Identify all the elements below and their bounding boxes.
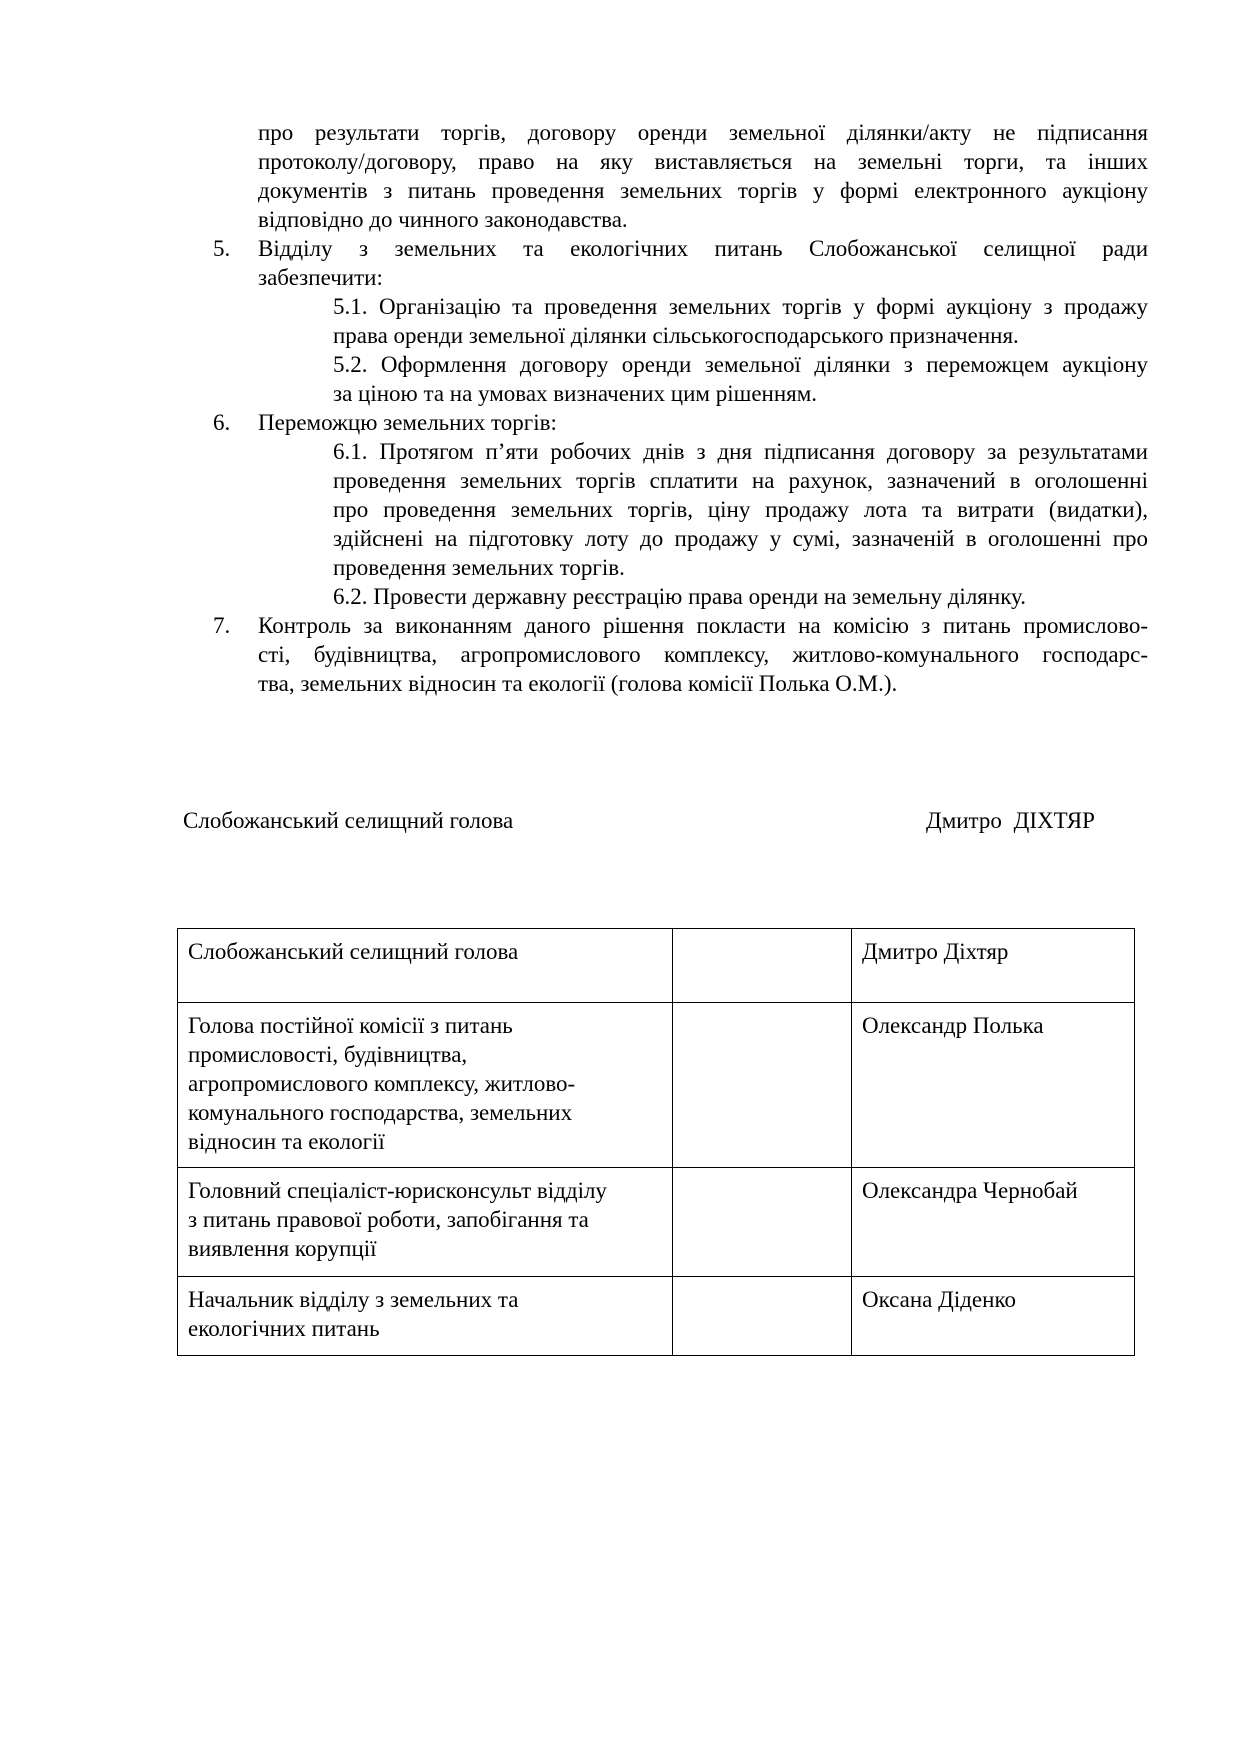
approval-position-line: з питань правової роботи, запобігання та <box>188 1207 589 1232</box>
intro-line: документів з питань проведення земельних торгів у формі електронного аукціону <box>258 178 1148 203</box>
approval-position-line: Головний спеціаліст-юрисконсульт відділу <box>188 1178 607 1203</box>
approval-position-line: комунального господарства, земельних <box>188 1100 573 1125</box>
subitem-line: за ціною та на умовах визначених цим рішенням. <box>333 381 818 406</box>
item-number: 7. <box>213 613 231 638</box>
item-text <box>258 408 1148 437</box>
approval-position-cell <box>178 1168 673 1277</box>
signature-name: Дмитро ДІХТЯР <box>926 808 1095 833</box>
subitem <box>333 437 1148 582</box>
subitem <box>333 582 1148 611</box>
subitem-line: 5.2. Оформлення договору оренди земельної ділянки з переможцем аукціону <box>333 352 1148 377</box>
item-line: сті, будівництва, агропромислового комплексу, житлово-комунального господарс- <box>258 642 1148 667</box>
approval-position-cell <box>178 1277 673 1356</box>
approval-position-line: виявлення корупції <box>188 1236 377 1261</box>
subitem-line: права оренди земельної ділянки сільськогосподарського призначення. <box>333 323 1019 348</box>
intro-line: про результати торгів, договору оренди земельної ділянки/акту не підписання <box>258 120 1148 145</box>
approval-signature-cell <box>673 1168 852 1277</box>
subitem-line: 6.2. Провести державну реєстрацію права оренди на земельну ділянку. <box>333 584 1026 609</box>
item-number: 6. <box>213 410 231 435</box>
intro-line: відповідно до чинного законодавства. <box>258 207 628 232</box>
approval-position-cell <box>178 1003 673 1168</box>
approval-position-line: промисловості, будівництва, <box>188 1042 468 1067</box>
signature-position: Слобожанський селищний голова <box>183 808 514 833</box>
approvals-table <box>177 928 1135 1356</box>
approval-position-cell <box>178 929 673 1003</box>
subitem-line: 6.1. Протягом п’яти робочих днів з дня підписання договору за результатами <box>333 439 1148 464</box>
table-row <box>178 1277 1135 1356</box>
subitem <box>333 292 1148 350</box>
item-line: Переможцю земельних торгів: <box>258 410 557 435</box>
approval-position-line: відносин та екології <box>188 1129 385 1154</box>
item-line: Контроль за виконанням даного рішення покласти на комісію з питань промислово- <box>258 613 1148 638</box>
approval-signature-cell <box>673 929 852 1003</box>
approval-position-line: Слобожанський селищний голова <box>188 939 519 964</box>
intro-paragraph <box>258 118 1148 234</box>
approval-position-line: Голова постійної комісії з питань <box>188 1013 513 1038</box>
item-number: 5. <box>213 236 231 261</box>
approval-name-cell: Олександр Полька <box>851 1003 1134 1168</box>
item-text <box>258 611 1148 698</box>
table-row <box>178 929 1135 1003</box>
approval-position-line: агропромислового комплексу, житлово- <box>188 1071 576 1096</box>
subitem-line: проведення земельних торгів. <box>333 555 625 580</box>
item-line: тва, земельних відносин та екології (голова комісії Полька О.М.). <box>258 671 898 696</box>
approval-position-line: екологічних питань <box>188 1316 380 1341</box>
approval-signature-cell <box>673 1277 852 1356</box>
subitem <box>333 350 1148 408</box>
approval-name-cell: Дмитро Діхтяр <box>851 929 1134 1003</box>
subitem-line: проведення земельних торгів сплатити на рахунок, зазначений в оголошенні <box>333 468 1148 493</box>
approval-position-line: Начальник відділу з земельних та <box>188 1287 519 1312</box>
subitem-line: про проведення земельних торгів, ціну продажу лота та витрати (видатки), <box>333 497 1148 522</box>
approval-name-cell: Олександра Чернобай <box>851 1168 1134 1277</box>
subitem-line: здійснені на підготовку лоту до продажу у сумі, зазначеній в оголошенні про <box>333 526 1148 551</box>
item-line: Відділу з земельних та екологічних питань Слобожанської селищної ради <box>258 236 1148 261</box>
approval-name-cell: Оксана Діденко <box>851 1277 1134 1356</box>
approval-signature-cell <box>673 1003 852 1168</box>
item-text <box>258 234 1148 292</box>
subitem-line: 5.1. Організацію та проведення земельних торгів у формі аукціону з продажу <box>333 294 1148 319</box>
intro-line: протоколу/договору, право на яку виставляється на земельні торги, та інших <box>258 149 1148 174</box>
table-row <box>178 1003 1135 1168</box>
table-row <box>178 1168 1135 1277</box>
item-line: забезпечити: <box>258 265 383 290</box>
